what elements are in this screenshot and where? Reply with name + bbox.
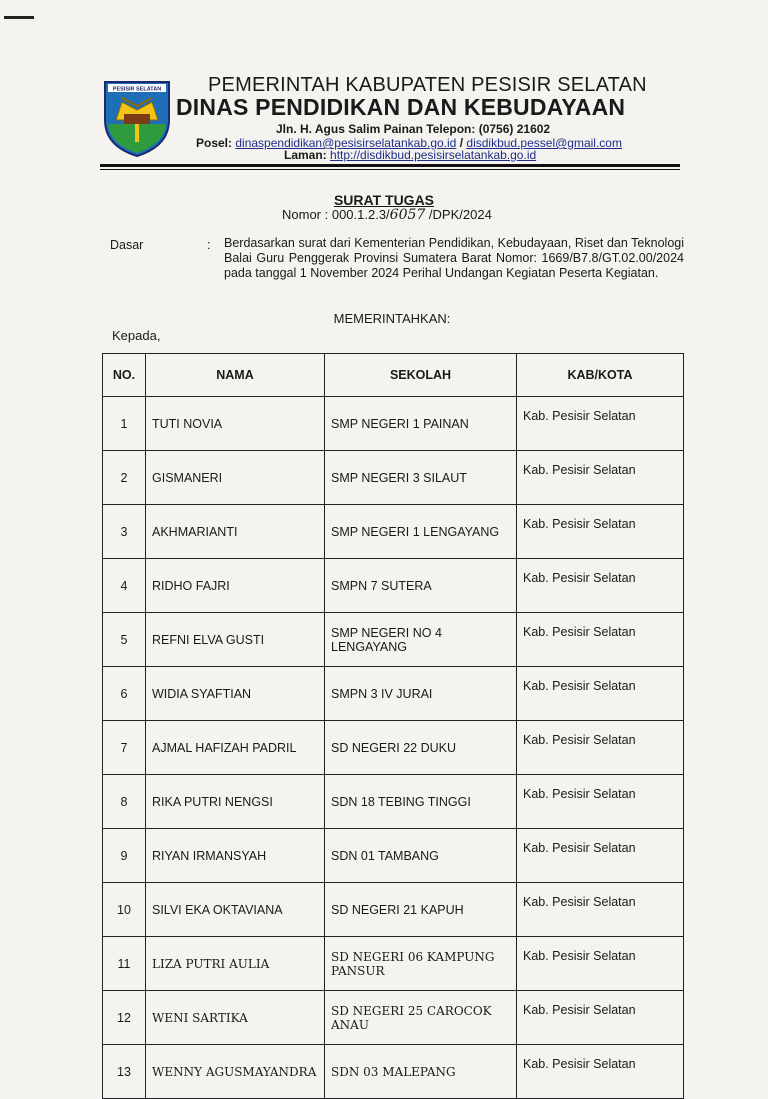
row-regency: Kab. Pesisir Selatan xyxy=(517,775,684,829)
website-label: Laman: xyxy=(284,148,327,162)
table-row xyxy=(103,721,684,775)
row-school: SDN 18 TEBING TINGGI xyxy=(325,775,517,829)
row-number: 9 xyxy=(103,829,146,883)
letterhead-rule-thin xyxy=(100,169,680,170)
row-name: WIDIA SYAFTIAN xyxy=(146,667,325,721)
row-number: 12 xyxy=(103,991,146,1045)
table-row xyxy=(103,559,684,613)
table-row xyxy=(103,883,684,937)
pesisir-selatan-emblem-icon xyxy=(102,80,172,158)
scan-mark xyxy=(4,16,34,19)
row-school: SMP NEGERI NO 4 LENGAYANG xyxy=(325,613,517,667)
row-name: GISMANERI xyxy=(146,451,325,505)
table-row xyxy=(103,397,684,451)
row-school: SD NEGERI 25 CAROCOK ANAU xyxy=(325,991,517,1045)
row-name: REFNI ELVA GUSTI xyxy=(146,613,325,667)
order-heading: MEMERINTAHKAN: xyxy=(333,311,451,326)
email-label: Posel: xyxy=(196,136,233,150)
table-header-row xyxy=(103,354,684,397)
dasar-colon: : xyxy=(207,238,211,252)
email-link-2[interactable]: disdikbud.pessel@gmail.com xyxy=(466,136,622,150)
row-regency: Kab. Pesisir Selatan xyxy=(517,559,684,613)
dasar-text: Berdasarkan surat dari Kementerian Pendidikan, Kebudayaan, Riset dan Teknologi Balai Guru Penggerak Provinsi Sumatera Barat Nomor: 1669/B7.8/GT.02.00/2024 pada tanggal 1 November 2024 Perihal Undangan Kegiatan Peserta Kegiatan. xyxy=(224,236,684,280)
row-school: SMPN 7 SUTERA xyxy=(325,559,517,613)
handwritten-number: 6057 xyxy=(389,207,426,223)
table-row xyxy=(103,829,684,883)
col-header-kab: KAB/KOTA xyxy=(517,354,684,397)
row-number: 5 xyxy=(103,613,146,667)
col-header-sekolah: SEKOLAH xyxy=(325,354,517,397)
row-regency: Kab. Pesisir Selatan xyxy=(517,721,684,775)
document-number-prefix: Nomor : 000.1.2.3/ xyxy=(282,207,390,222)
assignee-table xyxy=(102,353,684,1099)
row-number: 8 xyxy=(103,775,146,829)
row-name: LIZA PUTRI AULIA xyxy=(146,937,325,991)
row-number: 10 xyxy=(103,883,146,937)
email-link-1[interactable]: dinaspendidikan@pesisirselatankab.go.id xyxy=(235,136,457,150)
row-number: 6 xyxy=(103,667,146,721)
row-name: TUTI NOVIA xyxy=(146,397,325,451)
row-regency: Kab. Pesisir Selatan xyxy=(517,505,684,559)
row-name: RIDHO FAJRI xyxy=(146,559,325,613)
letterhead-rule-thick xyxy=(100,164,680,167)
row-school: SD NEGERI 22 DUKU xyxy=(325,721,517,775)
table-row xyxy=(103,937,684,991)
row-school: SDN 03 MALEPANG xyxy=(325,1045,517,1099)
website-link[interactable]: http://disdikbud.pesisirselatankab.go.id xyxy=(330,148,537,162)
row-regency: Kab. Pesisir Selatan xyxy=(517,451,684,505)
row-number: 7 xyxy=(103,721,146,775)
document-number xyxy=(282,207,492,223)
row-school: SMPN 3 IV JURAI xyxy=(325,667,517,721)
table-row xyxy=(103,667,684,721)
col-header-no: NO. xyxy=(103,354,146,397)
row-number: 4 xyxy=(103,559,146,613)
row-regency: Kab. Pesisir Selatan xyxy=(517,829,684,883)
row-school: SMP NEGERI 3 SILAUT xyxy=(325,451,517,505)
table-row xyxy=(103,613,684,667)
agency-address: Jln. H. Agus Salim Painan Telepon: (0756) 21602 xyxy=(276,122,551,136)
table-row xyxy=(103,505,684,559)
row-school: SDN 01 TAMBANG xyxy=(325,829,517,883)
row-regency: Kab. Pesisir Selatan xyxy=(517,1045,684,1099)
row-name: AJMAL HAFIZAH PADRIL xyxy=(146,721,325,775)
email-separator: / xyxy=(459,136,464,150)
emblem-caption: PESISIR SELATAN xyxy=(112,86,162,93)
row-number: 2 xyxy=(103,451,146,505)
row-name: AKHMARIANTI xyxy=(146,505,325,559)
row-school: SD NEGERI 06 KAMPUNG PANSUR xyxy=(325,937,517,991)
row-number: 11 xyxy=(103,937,146,991)
row-school: SD NEGERI 21 KAPUH xyxy=(325,883,517,937)
addressee-label: Kepada, xyxy=(112,328,161,343)
row-name: RIYAN IRMANSYAH xyxy=(146,829,325,883)
assignee-table-body xyxy=(103,397,684,1099)
row-name: WENNY AGUSMAYANDRA xyxy=(146,1045,325,1099)
table-row xyxy=(103,451,684,505)
row-regency: Kab. Pesisir Selatan xyxy=(517,667,684,721)
document-number-suffix: /DPK/2024 xyxy=(425,207,492,222)
agency-website-line xyxy=(284,148,536,162)
row-regency: Kab. Pesisir Selatan xyxy=(517,613,684,667)
row-regency: Kab. Pesisir Selatan xyxy=(517,883,684,937)
col-header-nama: NAMA xyxy=(146,354,325,397)
table-row xyxy=(103,991,684,1045)
row-name: RIKA PUTRI NENGSI xyxy=(146,775,325,829)
government-name: PEMERINTAH KABUPATEN PESISIR SELATAN xyxy=(208,74,647,96)
table-row xyxy=(103,1045,684,1099)
row-regency: Kab. Pesisir Selatan xyxy=(517,397,684,451)
row-number: 1 xyxy=(103,397,146,451)
dasar-label: Dasar xyxy=(110,238,144,252)
row-number: 3 xyxy=(103,505,146,559)
row-school: SMP NEGERI 1 LENGAYANG xyxy=(325,505,517,559)
row-regency: Kab. Pesisir Selatan xyxy=(517,991,684,1045)
row-name: SILVI EKA OKTAVIANA xyxy=(146,883,325,937)
agency-name: DINAS PENDIDIKAN DAN KEBUDAYAAN xyxy=(176,94,626,120)
table-row xyxy=(103,775,684,829)
document-title: SURAT TUGAS xyxy=(333,192,435,208)
row-number: 13 xyxy=(103,1045,146,1099)
row-name: WENI SARTIKA xyxy=(146,991,325,1045)
row-regency: Kab. Pesisir Selatan xyxy=(517,937,684,991)
row-school: SMP NEGERI 1 PAINAN xyxy=(325,397,517,451)
